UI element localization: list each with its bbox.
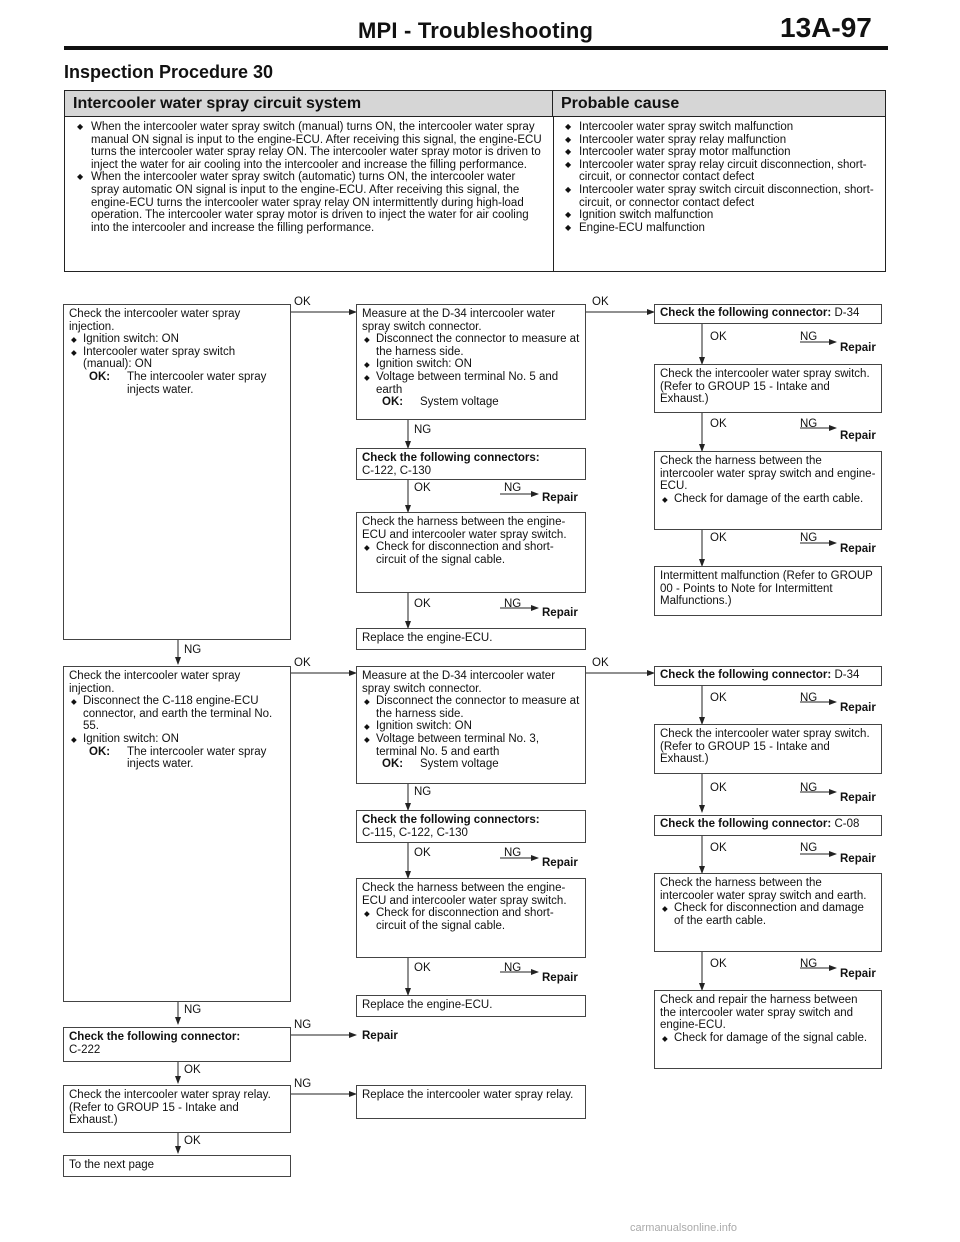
ok-criteria-label: OK: <box>89 745 111 758</box>
step-title: Check the intercooler water spray injection. <box>69 308 241 333</box>
step-label: Check the following connectors: <box>362 452 540 464</box>
cause-item: ◆ Intercooler water spray motor malfunction <box>559 146 879 159</box>
step-bullet: ◆ Disconnect the connector to measure at the harness side. <box>362 695 580 720</box>
connector-id: D-34 <box>834 307 860 319</box>
ng-label: NG <box>504 598 522 610</box>
step-connectors-c115 <box>356 810 586 843</box>
ok-label: OK <box>414 847 431 859</box>
cause-item: ◆ Intercooler water spray relay malfunction <box>559 134 879 147</box>
step-label: Check the following connector: <box>660 669 832 681</box>
step-replace-ecu-1: Replace the engine-ECU. <box>356 628 586 650</box>
step-label: Check the following connector: <box>660 818 832 830</box>
ng-label: NG <box>800 782 818 794</box>
step-title: Measure at the D-34 intercooler water spray switch connector. <box>362 670 556 695</box>
cause-item: ◆ Intercooler water spray switch malfunction <box>559 121 879 134</box>
step-bullet: ◆ Ignition switch: ON <box>69 333 285 346</box>
repair-label: Repair <box>542 492 578 504</box>
repair-label: Repair <box>840 968 876 980</box>
step-label: Check the following connectors: <box>362 814 540 826</box>
step-bullet: ◆ Ignition switch: ON <box>362 358 580 371</box>
step-bullet: ◆ Check for disconnection and short-circuit of the signal cable. <box>362 907 580 932</box>
step-bullet: ◆ Disconnect the C-118 engine-ECU connector, and earth the terminal No. 55. <box>69 695 285 733</box>
connector-ids: C-122, C-130 <box>362 464 432 477</box>
step-harness-ecu-2 <box>356 878 586 958</box>
ng-label: NG <box>184 1004 202 1016</box>
cause-item: ◆ Engine-ECU malfunction <box>559 222 879 235</box>
cause-item: ◆ Intercooler water spray relay circuit disconnection, short-circuit, or connector contact defect <box>559 159 879 184</box>
repair-label: Repair <box>542 607 578 619</box>
table-header-system: Intercooler water spray circuit system <box>65 91 553 117</box>
step-replace-ecu-2: Replace the engine-ECU. <box>356 995 586 1017</box>
ok-label: OK <box>710 692 727 704</box>
ok-label: OK <box>294 296 311 308</box>
step-harness-earth-2 <box>654 873 882 952</box>
connector-id: D-34 <box>834 669 860 681</box>
ng-label: NG <box>800 331 818 343</box>
step-title: Check the harness between the engine-ECU and intercooler water spray switch. <box>362 516 567 541</box>
ok-label: OK <box>710 958 727 970</box>
ng-label: NG <box>800 958 818 970</box>
ok-criteria-text: System voltage <box>420 396 499 409</box>
step-title: Check the harness between the engine-ECU and intercooler water spray switch. <box>362 882 567 907</box>
ng-label: NG <box>800 418 818 430</box>
procedure-title: Inspection Procedure 30 <box>64 62 274 82</box>
step-measure-d34-1 <box>356 304 586 420</box>
step-bullet: ◆ Voltage between terminal No. 5 and earth <box>362 371 580 396</box>
ok-label: OK <box>710 418 727 430</box>
repair-label: Repair <box>362 1030 398 1042</box>
step-bullet: ◆ Check for disconnection and short-circuit of the signal cable. <box>362 541 580 566</box>
step-next-page: To the next page <box>63 1155 291 1177</box>
step-label: Check the following connector: <box>69 1031 241 1043</box>
step-harness-earth-1 <box>654 451 882 530</box>
repair-label: Repair <box>542 972 578 984</box>
ok-label: OK <box>184 1064 201 1076</box>
ok-label: OK <box>710 842 727 854</box>
ng-label: NG <box>504 962 522 974</box>
repair-label: Repair <box>840 543 876 555</box>
ng-label: NG <box>414 786 432 798</box>
step-repair-harness <box>654 990 882 1069</box>
step-bullet: ◆ Check for damage of the earth cable. <box>660 493 876 506</box>
step-bullet: ◆ Check for disconnection and damage of the earth cable. <box>660 902 876 927</box>
ok-label: OK <box>592 657 609 669</box>
ng-label: NG <box>504 847 522 859</box>
connector-ids: C-115, C-122, C-130 <box>362 826 468 839</box>
step-harness-ecu-1 <box>356 512 586 593</box>
step-bullet: ◆ Ignition switch: ON <box>69 733 285 746</box>
connector-id: C-222 <box>69 1043 101 1056</box>
repair-label: Repair <box>542 857 578 869</box>
step-title: Measure at the D-34 intercooler water spray switch connector. <box>362 308 556 333</box>
step-title: Check the intercooler water spray injection. <box>69 670 241 695</box>
ng-label: NG <box>414 424 432 436</box>
ok-criteria-text: The intercooler water spray injects water. <box>127 370 267 396</box>
repair-label: Repair <box>840 702 876 714</box>
step-injection-check-1 <box>63 304 291 640</box>
ng-label: NG <box>294 1019 312 1031</box>
step-bullet: ◆ Check for damage of the signal cable. <box>660 1032 876 1045</box>
step-switch-check-1: Check the intercooler water spray switch. (Refer to GROUP 15 - Intake and Exhaust.) <box>654 364 882 413</box>
step-replace-relay: Replace the intercooler water spray relay. <box>356 1085 586 1119</box>
ok-label: OK <box>184 1135 201 1147</box>
cause-item: ◆ Intercooler water spray switch circuit disconnection, short-circuit, or connector contact defect <box>559 184 879 209</box>
watermark: carmanualsonline.info <box>630 1222 738 1234</box>
ng-label: NG <box>184 644 202 656</box>
page-header-title: MPI - Troubleshooting <box>358 18 594 43</box>
ng-label: NG <box>800 842 818 854</box>
page-number: 13A-97 <box>780 12 872 43</box>
step-label: Check the following connector: <box>660 307 832 319</box>
ok-label: OK <box>414 598 431 610</box>
repair-label: Repair <box>840 853 876 865</box>
table-header-cause: Probable cause <box>553 91 885 117</box>
step-relay-check: Check the intercooler water spray relay. (Refer to GROUP 15 - Intake and Exhaust.) <box>63 1085 291 1133</box>
repair-label: Repair <box>840 430 876 442</box>
ok-criteria-label: OK: <box>382 758 404 771</box>
ok-criteria-label: OK: <box>382 396 404 409</box>
cause-item: ◆ Ignition switch malfunction <box>559 209 879 222</box>
step-connector-c08 <box>654 815 882 836</box>
step-connector-d34-1 <box>654 304 882 324</box>
repair-label: Repair <box>840 342 876 354</box>
ok-label: OK <box>294 657 311 669</box>
ok-label: OK <box>414 962 431 974</box>
ok-criteria-text: The intercooler water spray injects water. <box>127 745 267 771</box>
step-intermittent: Intermittent malfunction (Refer to GROUP 00 - Points to Note for Intermittent Malfunctions.) <box>654 566 882 616</box>
ng-label: NG <box>504 482 522 494</box>
step-bullet: ◆ Intercooler water spray switch (manual): ON <box>69 346 285 371</box>
ok-criteria-text: System voltage <box>420 758 499 771</box>
ok-label: OK <box>414 482 431 494</box>
ok-criteria-label: OK: <box>89 370 111 383</box>
ok-label: OK <box>710 532 727 544</box>
step-bullet: ◆ Voltage between terminal No. 3, terminal No. 5 and earth <box>362 733 580 758</box>
step-bullet: ◆ Disconnect the connector to measure at the harness side. <box>362 333 580 358</box>
ng-label: NG <box>294 1078 312 1090</box>
step-bullet: ◆ Ignition switch: ON <box>362 720 580 733</box>
step-measure-d34-2 <box>356 666 586 784</box>
ok-label: OK <box>592 296 609 308</box>
step-connector-d34-2 <box>654 666 882 686</box>
ok-label: OK <box>710 782 727 794</box>
step-connector-c222 <box>63 1027 291 1062</box>
repair-label: Repair <box>840 792 876 804</box>
ok-label: OK <box>710 331 727 343</box>
description-item: ◆ When the intercooler water spray switch (automatic) turns ON, the intercooler water spray automatic ON signal is input to the engine-ECU. After receiving this signal, the engine-ECU turns the intercooler water spray relay ON intermittently during high-load operation. The intercooler water spray motor is driven to inject the water for air cooling into the intercooler and increase the filling performance. <box>71 171 543 234</box>
step-title: Check and repair the harness between the intercooler water spray switch and engine-ECU. <box>660 994 858 1032</box>
ng-label: NG <box>800 532 818 544</box>
step-title: Check the harness between the intercooler water spray switch and earth. <box>660 877 867 902</box>
step-switch-check-2: Check the intercooler water spray switch. (Refer to GROUP 15 - Intake and Exhaust.) <box>654 724 882 774</box>
description-item: ◆ When the intercooler water spray switch (manual) turns ON, the intercooler water spray manual ON signal is input to the engine-ECU. After receiving this signal, the engine-ECU turns the intercooler water spray relay ON. The intercooler water spray motor is driven to inject the water for air cooling into the intercooler and increase the filling performance. <box>71 121 543 171</box>
connector-id: C-08 <box>834 818 860 830</box>
step-connectors-c122-1 <box>356 448 586 480</box>
step-injection-check-2 <box>63 666 291 1002</box>
ng-label: NG <box>800 692 818 704</box>
step-title: Check the harness between the intercooler water spray switch and engine-ECU. <box>660 455 876 493</box>
